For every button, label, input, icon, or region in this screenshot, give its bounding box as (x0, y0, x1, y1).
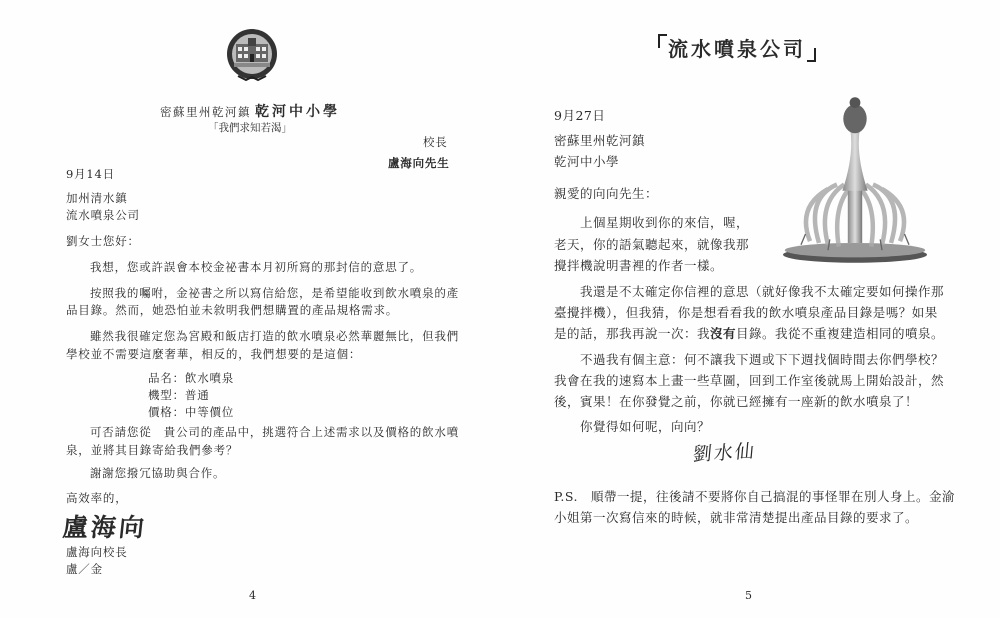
page-number: 5 (745, 589, 752, 602)
company-logo (668, 33, 806, 62)
spec-label: 品名： (148, 371, 185, 385)
text: 目錄。我從不重複建造相同的噴泉。 (736, 326, 945, 341)
school-motto: 「我們求知若渴」 (208, 122, 292, 134)
paragraph: 按照我的囑咐，金祕書之所以寫信給您，是希望能收到飲水噴泉的產 (90, 286, 459, 300)
text: 是的話，那我再說一次：我 (554, 326, 711, 341)
postscript: 小姐第一次寫信來的時候，就非常清楚提出產品目錄的要求了。 (554, 510, 919, 525)
request-text: 泉，並將其目錄寄給我們參考？ (66, 443, 239, 457)
recipient-address-2: 流水噴泉公司 (66, 208, 140, 222)
fountain-illustration (765, 90, 945, 270)
paragraph: 學校並不需要這麼奢華，相反的，我們想要的是這個： (66, 347, 362, 361)
spec-value: 中等價位 (184, 405, 235, 419)
paragraph: 我想，您或許誤會本校金祕書本月初所寫的那封信的意思了。 (90, 260, 423, 274)
spec-row (148, 370, 234, 386)
signature: 盧海向 (61, 513, 149, 542)
paragraph: 品目錄。然而，她恐怕並未敘明我們想購置的產品規格需求。 (66, 303, 399, 317)
request-text: 可否請您從 貴公司的產品中，挑選符合上述需求以及價格的飲水噴 (90, 425, 459, 439)
company-logo-text: 流水噴泉公司 (668, 37, 806, 61)
emphasis-text: 沒有 (710, 326, 737, 341)
recipient-address-2: 乾河中小學 (554, 154, 620, 169)
logo-bracket-right (807, 48, 816, 62)
school-crest-icon (224, 28, 280, 84)
school-name: 乾河中小學 (255, 104, 340, 120)
initials: 盧／金 (66, 562, 103, 576)
recipient-address-1: 加州清水鎮 (66, 191, 128, 205)
paragraph: 攪拌機說明書裡的作者一樣。 (554, 258, 724, 273)
question-text: 你覺得如何呢，向向？ (580, 419, 711, 434)
signature: 劉水仙 (691, 440, 757, 466)
closing: 高效率的， (66, 491, 128, 505)
recipient-address-1: 密蘇里州乾河鎮 (554, 133, 646, 148)
letterhead-school (0, 101, 500, 121)
spec-label: 價格： (148, 405, 185, 419)
paragraph: 我還是不太確定你信裡的意思（就好像我不太確定要如何操作那 (580, 284, 945, 299)
salutation: 劉女士您好： (66, 234, 140, 248)
thanks-text: 謝謝您撥冗協助與合作。 (90, 466, 226, 480)
paragraph: 上個星期收到你的來信，喔， (580, 215, 750, 230)
letter-date: 9月27日 (554, 108, 606, 123)
letterhead-location: 密蘇里州乾河鎮 (160, 105, 251, 119)
letter-date: 9月14日 (66, 167, 115, 181)
paragraph: 不過我有個主意：何不讓我下週或下下週找個時間去你們學校？ (580, 352, 945, 367)
paragraph: 我會在我的速寫本上畫一些草圖，回到工作室後就馬上開始設計，然 (554, 373, 945, 388)
spec-value: 飲水噴泉 (184, 371, 235, 385)
spec-row (148, 404, 234, 420)
signer-name: 盧海向校長 (66, 545, 128, 559)
spec-value: 普通 (184, 388, 210, 402)
paragraph: 雖然我很確定您為宮殿和飯店打造的飲水噴泉必然華麗無比，但我們 (90, 329, 459, 343)
paragraph: 臺攪拌機），但我猜，你是想看看我的飲水噴泉產品目錄是嗎？如果 (554, 305, 938, 320)
spec-row (148, 387, 210, 403)
sender-name: 盧海向先生 (388, 156, 450, 170)
logo-bracket-left (658, 34, 667, 48)
page-number: 4 (249, 589, 256, 602)
paragraph (554, 324, 944, 342)
sender-title: 校長 (423, 135, 448, 149)
postscript: P.S. 順帶一提，往後請不要將你自己搞混的事怪罪在別人身上。金渝 (554, 489, 955, 504)
spec-label: 機型： (148, 388, 185, 402)
salutation: 親愛的向向先生： (554, 186, 659, 201)
paragraph: 後，賓果！在你發覺之前，你就已經擁有一座新的飲水噴泉了！ (554, 394, 919, 409)
paragraph: 老天，你的語氣聽起來，就像我那 (554, 237, 750, 252)
